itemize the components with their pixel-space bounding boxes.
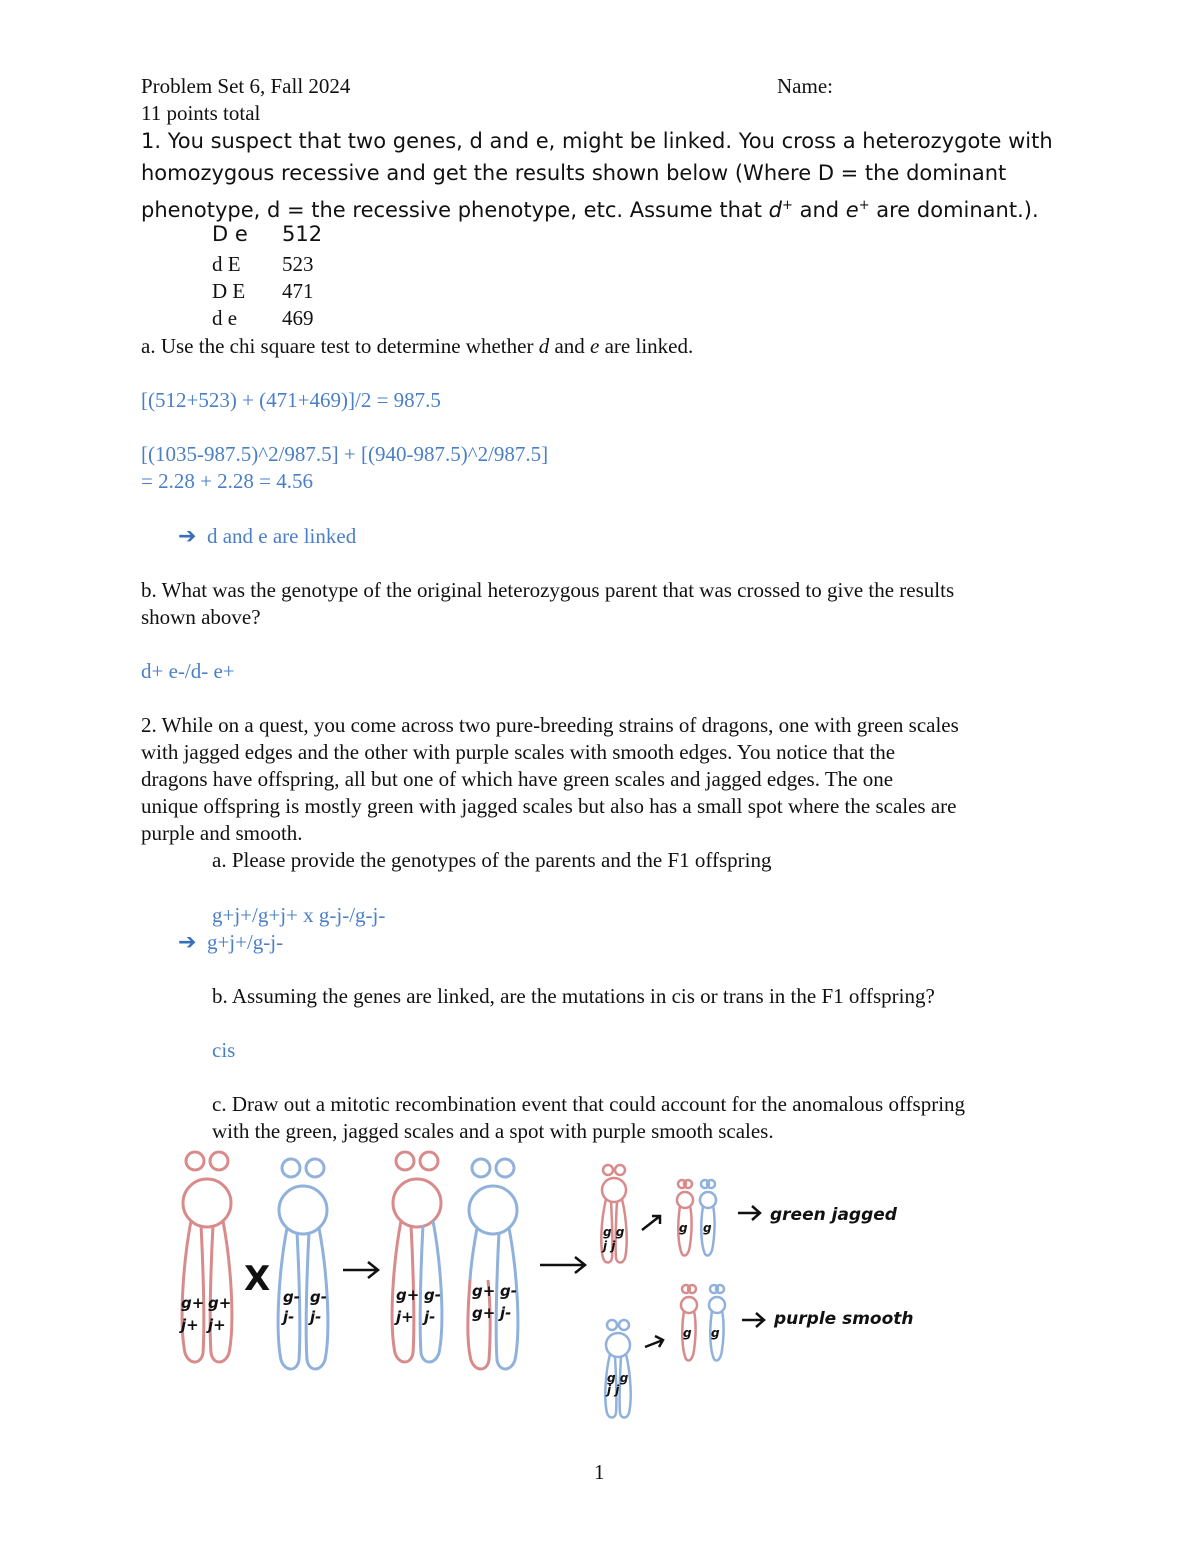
page-number: 1: [594, 1460, 605, 1484]
q1a-conclusion: ➔ d and e are linked: [178, 524, 357, 549]
svg-text:g g: g g: [603, 1225, 625, 1239]
arrow-icon: [343, 1262, 378, 1278]
svg-text:j-: j-: [310, 1308, 322, 1326]
q2c-question-line1: c. Draw out a mitotic recombination event that could account for the anomalous offspring: [212, 1092, 966, 1116]
q2b-answer: cis: [212, 1038, 236, 1062]
q1a-answer-line1: [(512+523) + (471+469)]/2 = 987.5: [141, 388, 441, 412]
q1-stem-line2: homozygous recessive and get the results shown below (Where D = the dominant: [141, 161, 1007, 185]
svg-text:j j: j j: [603, 1239, 616, 1253]
svg-text:g: g: [711, 1326, 720, 1340]
svg-text:g-: g-: [500, 1282, 517, 1300]
q1-stem-line1: 1. You suspect that two genes, d and e, might be linked. You cross a heterozygote with: [141, 129, 1053, 153]
cross-symbol: X: [244, 1259, 271, 1299]
svg-text:g+: g+: [208, 1294, 232, 1312]
svg-text:j-: j-: [424, 1308, 436, 1326]
svg-text:g-: g-: [424, 1286, 441, 1304]
svg-text:j+: j+: [181, 1316, 199, 1334]
q2-stem-line2: with jagged edges and the other with purple scales with smooth edges. You notice that the: [141, 740, 896, 764]
q1a-answer-line2: [(1035-987.5)^2/987.5] + [(940-987.5)^2/987.5]: [141, 442, 549, 466]
outcome-bottom-chromosome: [605, 1320, 630, 1418]
q2-stem-line5: purple and smooth.: [141, 821, 303, 845]
arrow-icon: [540, 1257, 585, 1273]
svg-text:j+: j+: [396, 1308, 414, 1326]
q1-stem-line3: phenotype, d = the recessive phenotype, etc. Assume that d+ and e+ are dominant.).: [141, 198, 1039, 222]
q1b-answer: d+ e-/d- e+: [141, 659, 235, 683]
svg-text:g: g: [679, 1221, 688, 1235]
q2a-answer-line1: g+j+/g+j+ x g-j-/g-j-: [212, 903, 386, 927]
q1b-question-line2: shown above?: [141, 605, 261, 629]
svg-text:g: g: [703, 1221, 712, 1235]
replicated-f1-chromosome: [468, 1159, 518, 1369]
purple-smooth-label: purple smooth: [774, 1309, 914, 1329]
svg-text:g+: g+: [181, 1294, 205, 1312]
f1-chromosome: [392, 1152, 442, 1362]
svg-text:g+: g+: [472, 1282, 496, 1300]
blue-parent-chromosome: [278, 1159, 328, 1369]
q1a-answer-line3: = 2.28 + 2.28 = 4.56: [141, 469, 314, 493]
points-total: 11 points total: [141, 101, 261, 125]
q2a-question: a. Please provide the genotypes of the parents and the F1 offspring: [212, 848, 772, 872]
q2c-question-line2: with the green, jagged scales and a spot with purple smooth scales.: [212, 1119, 774, 1143]
svg-text:g+: g+: [396, 1286, 420, 1304]
q2-stem-line1: 2. While on a quest, you come across two pure-breeding strains of dragons, one with green scales: [141, 713, 959, 737]
name-label: Name:: [777, 74, 833, 98]
svg-text:j-: j-: [283, 1308, 295, 1326]
right-arrow-icon: ➔: [178, 930, 197, 955]
q2b-question: b. Assuming the genes are linked, are the mutations in cis or trans in the F1 offspring?: [212, 984, 935, 1008]
right-arrow-icon: ➔: [178, 524, 197, 549]
svg-text:g g: g g: [607, 1371, 629, 1385]
q1a-question: a. Use the chi square test to determine whether d and e are linked.: [141, 334, 694, 358]
svg-text:g-: g-: [283, 1288, 300, 1306]
q2-stem-line3: dragons have offspring, all but one of which have green scales and jagged edges. The one: [141, 767, 894, 791]
q2a-answer-line2: ➔ g+j+/g-j-: [178, 930, 284, 955]
doc-title: Problem Set 6, Fall 2024: [141, 74, 351, 98]
svg-text:g+: g+: [472, 1304, 496, 1322]
svg-text:j j: j j: [607, 1383, 620, 1397]
svg-text:g: g: [683, 1326, 692, 1340]
svg-text:j-: j-: [500, 1304, 512, 1322]
green-jagged-label: green jagged: [770, 1205, 897, 1225]
q1b-question-line1: b. What was the genotype of the original heterozygous parent that was crossed to give the results: [141, 578, 955, 602]
q2-stem-line4: unique offspring is mostly green with jagged scales but also has a small spot where the scales are: [141, 794, 957, 818]
svg-text:j+: j+: [208, 1316, 226, 1334]
svg-text:g-: g-: [310, 1288, 327, 1306]
